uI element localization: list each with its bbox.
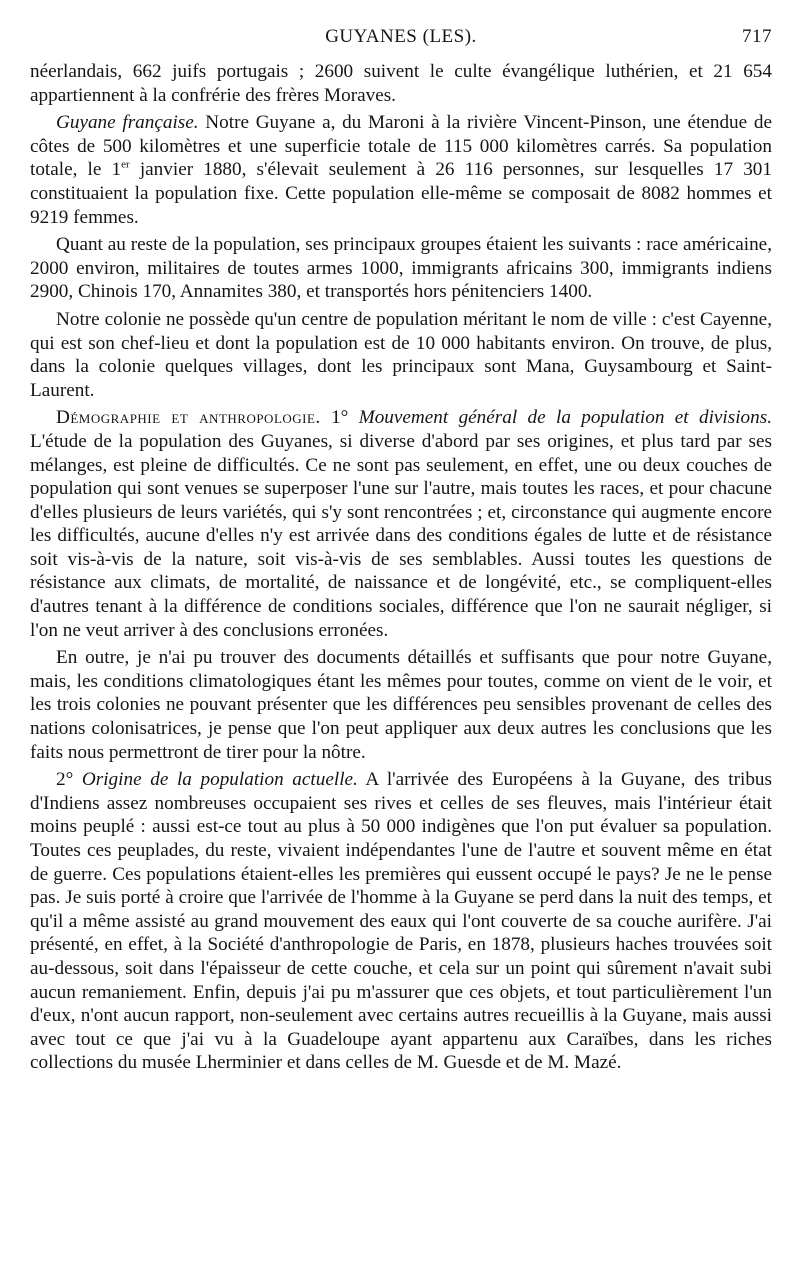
section-number: 2° xyxy=(56,769,82,791)
subsection-title-origine: Origine de la population actuelle. xyxy=(81,769,358,791)
paragraph-continued: néerlandais, 662 juifs portugais ; 2600 suivent le culte évangélique luthérien, et 21 654 appartiennent à la confrérie des frères Moraves. xyxy=(30,61,772,106)
page-number: 717 xyxy=(742,26,772,47)
paragraph-text: A l'arrivée des Européens à la Guyane, des tribus d'Indiens assez nombreuses occupaient ses rives et celles de ses fleuves, mais l'intérieur était moins peuplé : aussi est-ce tout au plus à 50 000 indigènes que l'on put évaluer sa population. Toutes ces peuplades, du reste, vivaient indépendantes l'une de l'autre et souvent même en état de guerre. Ces populations étaient-elles les premières qui eussent occupé le pays? Je ne le pense pas. Je suis porté à croire que l'arrivée de l'homme à la Guyane se perd dans la nuit des temps, et qu'il a même assisté au grand mouvement des eaux qui l'ont couverte de sa couche aurifère. J'ai présenté, en effet, à la Société d'anthropologie de Paris, en 1878, plusieurs haches trouvées soit au-dessous, soit dans l'épaisseur de cette couche, et cela sur un point qui sûrement n'avait subi aucun remaniement. Enfin, depuis j'ai pu m'assurer que ces objets, et tout particulièrement l'un d'eux, n'ont aucun rapport, non-seulement avec certains autres recueillis à la Guyane, mais aussi avec tout ce que j'ai vu à la Guadeloupe ayant appartenu aux Caraïbes, dans les riches collections du musée Lherminier et dans celles de M. Guesde et de M. Mazé. xyxy=(30,769,772,1074)
paragraph-en-outre: En outre, je n'ai pu trouver des documents détaillés et suffisants que pour notre Guyane, mais, les conditions climatologiques étant les mêmes pour toutes, comme on vient de le voir, et les trois colonies ne pouvant présenter que les différences peu sensibles provenant de celles des nations colonisatrices, je pense que l'on peut appliquer aux deux autres les conclusions que les faits nous permettront de tirer pour la nôtre. xyxy=(30,647,772,763)
paragraph-text: Notre Guyane a, du Maroni à la rivière Vincent-Pinson, une étendue de côtes de 500 kilomètres et une superficie totale de 115 000 kilomètres carrés. Sa population totale, le 1 xyxy=(30,112,772,181)
section-heading-demographie: Démographie et anthropologie. xyxy=(56,407,321,429)
paragraph-demographie xyxy=(30,406,772,642)
running-title: GUYANES (LES). xyxy=(325,26,477,47)
paragraph-cayenne: Notre colonie ne possède qu'un centre de population méritant le nom de ville : c'est Cayenne, qui est son chef-lieu et dont la population est de 10 000 habitants environ. On trouve, de plus, dans la colonie quelques villages, dont les principaux sont Mana, Guysambourg et Saint-Laurent. xyxy=(30,308,772,401)
body-text xyxy=(30,60,772,1075)
paragraph-text: janvier 1880, s'élevait seulement à 26 116 personnes, sur lesquelles 17 301 constituaient la population fixe. Cette population elle-même se composait de 8082 hommes et 9219 femmes. xyxy=(30,159,772,228)
page-header xyxy=(30,26,772,56)
paragraph-population-groups: Quant au reste de la population, ses principaux groupes étaient les suivants : race américaine, 2000 environ, militaires de toutes armes 1000, immigrants africains 300, immigrants indiens 2900, Chinois 170, Annamites 380, et transportés hors pénitenciers 1400. xyxy=(30,234,772,303)
paragraph-text: L'étude de la population des Guyanes, si diverse d'abord par ses origines, et plus tard par ses mélanges, est pleine de difficultés. Ce ne sont pas seulement, en effet, une ou deux couches de population qui sont venues se superposer l'une sur l'autre, mais toutes les races, et pour chacune d'elles plusieurs de leurs variétés, qui s'y sont rencontrées ; et, circonstance qui augmente encore les difficultés, aucune d'elles n'y est arrivée dans des conditions égales de lutte et de résistance soit vis-à-vis de la nature, soit vis-à-vis de ses semblables. Aussi toutes les questions de résistance aux climats, de mortalité, de naissance et de longévité, etc., se compliquent-elles d'autres tenant à la différence de conditions sociales, différence que l'on ne saurait négliger, si l'on ne veut arriver à des conclusions erronées. xyxy=(30,430,772,641)
section-lead-guyane-francaise: Guyane française. xyxy=(56,112,199,134)
ordinal-superscript: er xyxy=(121,158,130,171)
section-number: 1° xyxy=(320,407,359,429)
paragraph-origine xyxy=(30,768,772,1075)
paragraph-guyane-francaise xyxy=(30,111,772,229)
subsection-title-mouvement: Mouvement général de la population et divisions. xyxy=(358,407,772,429)
